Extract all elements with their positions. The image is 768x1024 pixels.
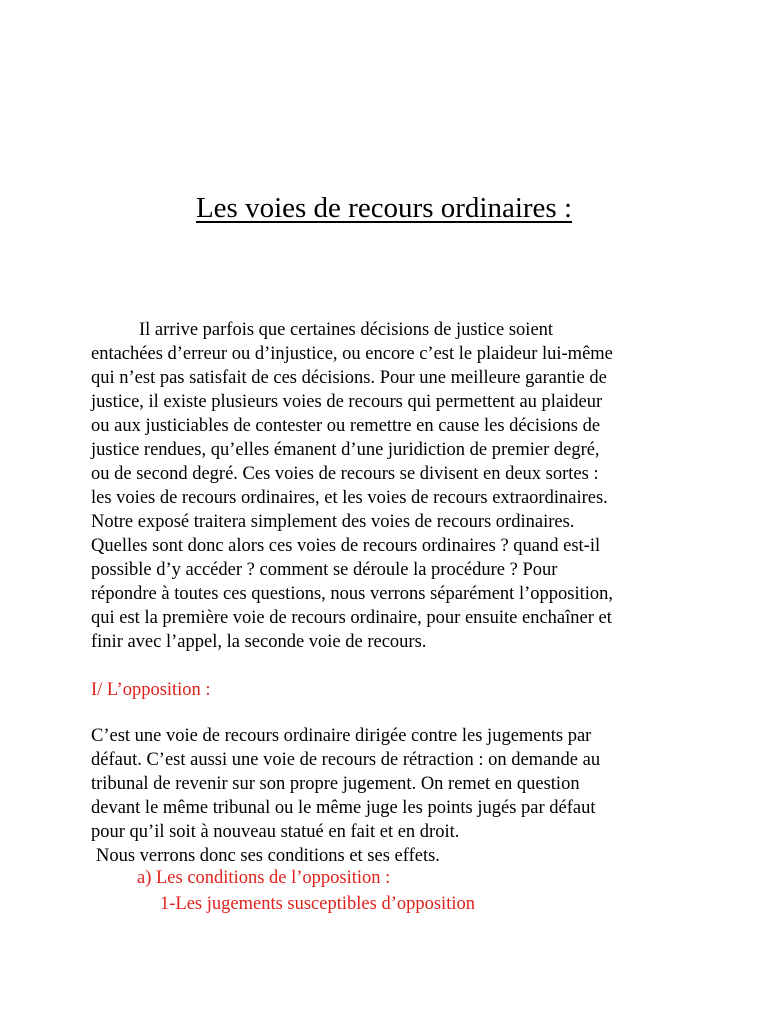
intro-line: ou de second degré. Ces voies de recours se divisent en deux sortes :	[91, 464, 599, 484]
intro-line: Quelles sont donc alors ces voies de recours ordinaires ? quand est-il	[91, 536, 601, 556]
section1-line: défaut. C’est aussi une voie de recours de rétraction : on demande au	[91, 750, 601, 770]
section1-line: tribunal de revenir sur son propre jugement. On remet en question	[91, 774, 580, 794]
section1-line: C’est une voie de recours ordinaire dirigée contre les jugements par	[91, 726, 592, 746]
intro-line: Notre exposé traitera simplement des voies de recours ordinaires.	[91, 512, 575, 532]
section1-line: pour qu’il soit à nouveau statué en fait et en droit.	[91, 822, 460, 842]
section1-paragraph	[91, 724, 691, 868]
intro-line: répondre à toutes ces questions, nous verrons séparément l’opposition,	[91, 584, 613, 604]
intro-line: qui est la première voie de recours ordinaire, pour ensuite enchaîner et	[91, 608, 612, 628]
intro-line: ou aux justiciables de contester ou remettre en cause les décisions de	[91, 416, 601, 436]
document-title: Les voies de recours ordinaires :	[195, 192, 573, 224]
section-heading-opposition: I/ L’opposition :	[91, 680, 211, 700]
intro-line: Il arrive parfois que certaines décisions de justice soient	[139, 320, 554, 340]
intro-line: entachées d’erreur ou d’injustice, ou encore c’est le plaideur lui-même	[91, 344, 613, 364]
subheading-jugements: 1-Les jugements susceptibles d’opposition	[160, 894, 475, 914]
intro-line: justice, il existe plusieurs voies de recours qui permettent au plaideur	[91, 392, 603, 412]
intro-line: finir avec l’appel, la seconde voie de recours.	[91, 632, 427, 652]
section1-line: Nous verrons donc ses conditions et ses effets.	[96, 846, 440, 866]
intro-line: les voies de recours ordinaires, et les voies de recours extraordinaires.	[91, 488, 608, 508]
subheading-conditions: a) Les conditions de l’opposition :	[137, 868, 391, 888]
intro-line: possible d’y accéder ? comment se déroule la procédure ? Pour	[91, 560, 558, 580]
section1-line: devant le même tribunal ou le même juge les points jugés par défaut	[91, 798, 596, 818]
intro-paragraph	[91, 318, 691, 654]
intro-line: justice rendues, qu’elles émanent d’une juridiction de premier degré,	[91, 440, 600, 460]
intro-line: qui n’est pas satisfait de ces décisions. Pour une meilleure garantie de	[91, 368, 607, 388]
